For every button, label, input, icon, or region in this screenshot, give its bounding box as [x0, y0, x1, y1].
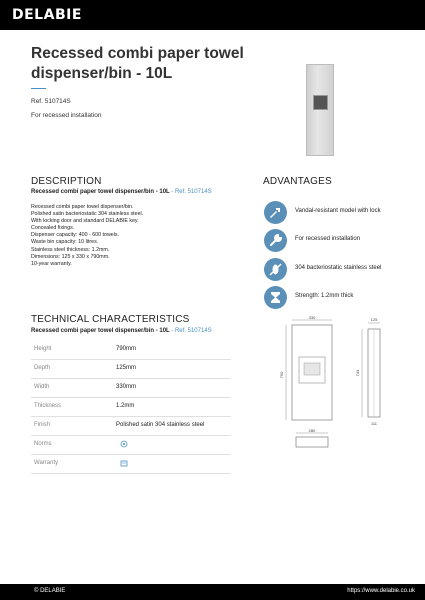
install-type: For recessed installation: [31, 112, 102, 119]
advantage-item: [264, 286, 424, 310]
advantage-item: [264, 258, 424, 282]
dim-width-top: 330: [308, 315, 316, 320]
title-underline: [31, 88, 46, 89]
description-line: Dispenser capacity: 400 - 600 towels.: [31, 232, 120, 239]
bacteriostatic-icon: [264, 258, 287, 281]
advantage-text: For recessed installation: [295, 236, 361, 242]
spec-label: Finish: [34, 422, 51, 428]
norms-icon[interactable]: [120, 440, 128, 448]
spec-value: 125mm: [116, 365, 137, 371]
technical-subtitle-text: Recessed combi paper towel dispenser/bin - 10L: [31, 328, 170, 334]
footer-copyright: © DELABIE: [34, 588, 66, 594]
spec-label: Depth: [34, 365, 51, 371]
spec-label: Norms: [34, 441, 52, 447]
delabie-logo[interactable]: DELABIE: [12, 7, 82, 23]
dispenser-slot: [313, 95, 328, 110]
description-line: Concealed fixings.: [31, 225, 75, 232]
footer-url[interactable]: https://www.delabie.co.uk: [347, 588, 415, 594]
description-line: With locking door and standard DELABIE key.: [31, 218, 139, 225]
spec-label: Warranty: [34, 460, 59, 466]
advantages-heading: ADVANTAGES: [263, 176, 332, 187]
technical-subtitle: [31, 328, 212, 334]
vandal-resistant-icon: [264, 201, 287, 224]
description-line: Recessed combi paper towel dispenser/bin.: [31, 204, 134, 210]
description-line: Dimensions: 125 x 330 x 790mm.: [31, 253, 110, 260]
spec-row-warranty: [31, 455, 231, 474]
spec-label: Thickness: [34, 403, 62, 409]
bottom-view: [296, 437, 328, 447]
advantage-item: [264, 229, 424, 253]
wrench-icon: [264, 229, 287, 252]
description-subtitle: [31, 189, 212, 195]
description-text: [31, 204, 221, 268]
dim-bottom-width: 280: [308, 428, 316, 433]
spec-table: [31, 341, 231, 474]
description-heading: DESCRIPTION: [31, 176, 102, 187]
dim-height-right: 744: [355, 369, 360, 377]
advantage-text: Vandal-resistant model with lock: [295, 208, 381, 214]
spec-row-width: [31, 379, 231, 398]
advantage-item: [264, 201, 424, 225]
footer: [0, 584, 425, 600]
description-line: 10-year warranty.: [31, 260, 72, 267]
technical-heading: TECHNICAL CHARACTERISTICS: [31, 314, 190, 325]
spec-value: 1.2mm: [116, 403, 135, 409]
spec-row-norms: [31, 436, 231, 455]
product-title: Recessed combi paper towel dispenser/bin - 10L: [31, 45, 244, 82]
hourglass-icon: [264, 286, 287, 309]
description-subtitle-text: Recessed combi paper towel dispenser/bin - 10L: [31, 189, 170, 195]
description-line: Polished satin bacteriostatic 304 stainless steel.: [31, 211, 144, 218]
technical-subtitle-ref: - Ref. 510714S: [171, 328, 212, 334]
front-slot: [304, 363, 320, 375]
spec-value: 330mm: [116, 384, 137, 390]
spec-label: Height: [34, 346, 52, 352]
technical-drawing: [272, 315, 402, 455]
warranty-icon[interactable]: [120, 459, 128, 467]
dim-depth-top: 125: [370, 317, 378, 322]
top-bar: [0, 0, 425, 30]
description-line: Stainless steel thickness: 1.2mm.: [31, 246, 110, 253]
product-photo: [306, 64, 334, 156]
spec-row-finish: [31, 417, 231, 436]
product-ref: Ref. 510714S: [31, 98, 71, 105]
dim-bottom-right: 111: [370, 421, 378, 426]
advantage-text: 304 bacteriostatic stainless steel: [295, 265, 382, 271]
description-subtitle-ref: - Ref. 510714S: [171, 189, 212, 195]
spec-row-depth: [31, 360, 231, 379]
description-line: Waste bin capacity: 10 litres.: [31, 239, 99, 246]
spec-row-height: [31, 341, 231, 360]
spec-value: 790mm: [116, 346, 137, 352]
advantage-text: Strength: 1.2mm thick: [295, 293, 354, 299]
dim-height-left: 790: [279, 371, 284, 379]
spec-label: Width: [34, 384, 50, 390]
spec-value: Polished satin 304 stainless steel: [116, 422, 205, 428]
spec-row-thickness: [31, 398, 231, 417]
